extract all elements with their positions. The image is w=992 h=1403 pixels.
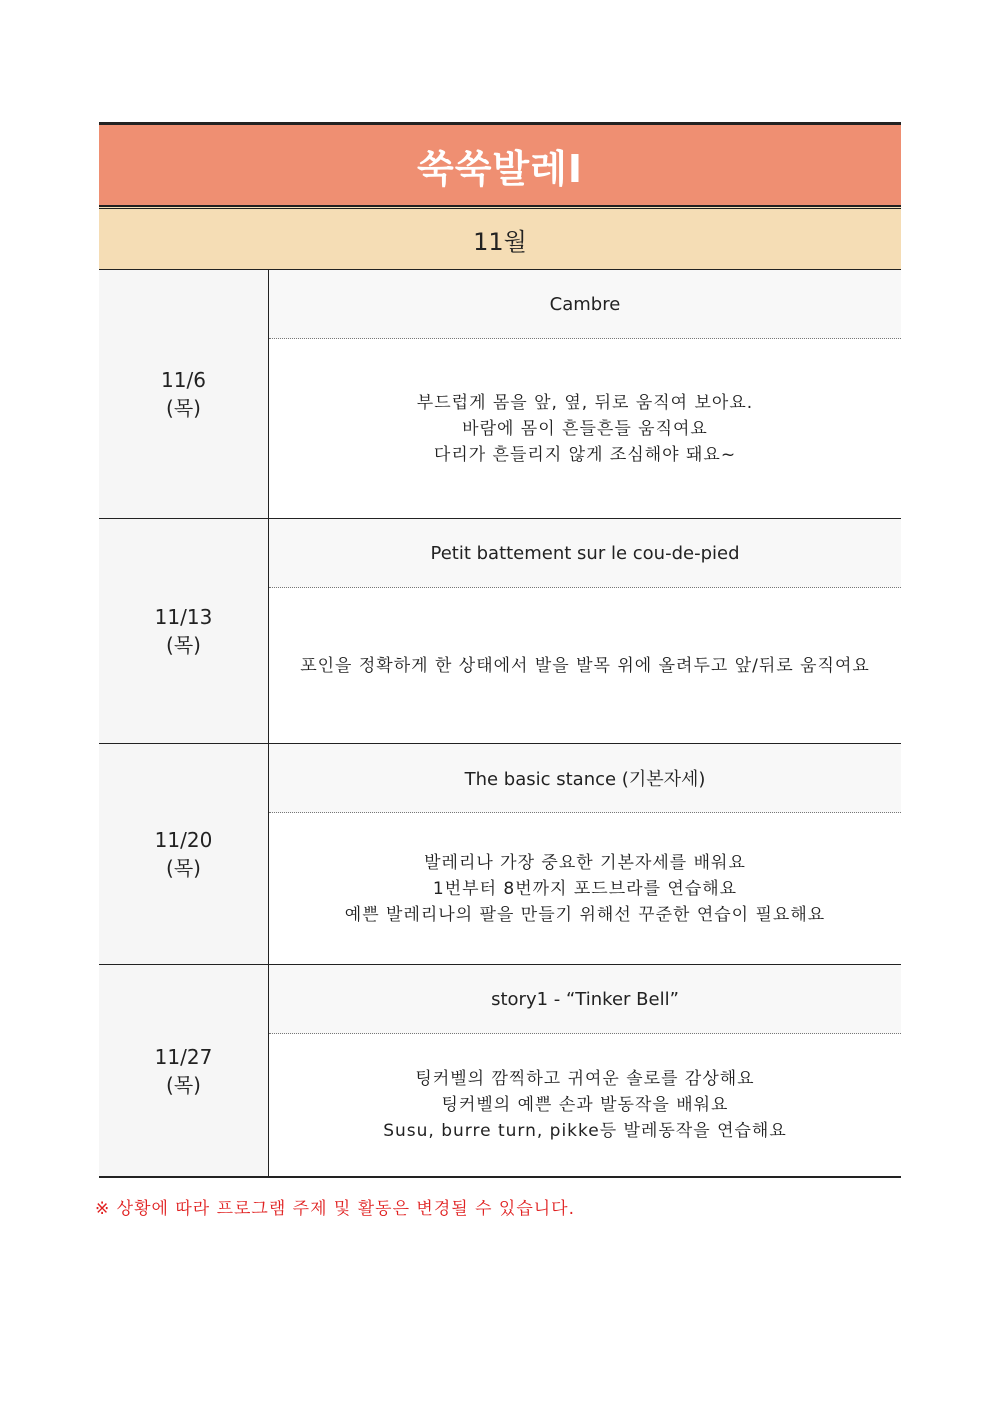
program-title: 쑥쑥발레Ⅰ <box>99 122 901 206</box>
session-date: 11/20 <box>154 828 213 852</box>
session-date-cell <box>99 965 269 1176</box>
session-row <box>99 744 901 965</box>
description-line: 1번부터 8번까지 포드브라를 연습해요 <box>432 878 738 899</box>
session-topic: The basic stance (기본자세) <box>269 744 901 813</box>
description-line: 예쁜 발레리나의 팔을 만들기 위해선 꾸준한 연습이 필요해요 <box>344 904 826 925</box>
session-description <box>269 1034 901 1176</box>
program-table <box>99 122 901 1178</box>
description-line: Susu, burre turn, pikke등 발레동작을 연습해요 <box>383 1121 787 1141</box>
description-line: 발레리나 가장 중요한 기본자세를 배워요 <box>424 852 746 873</box>
description-line: 다리가 흔들리지 않게 조심해야 돼요~ <box>433 444 737 465</box>
month-header: 11월 <box>99 206 901 270</box>
session-row <box>99 519 901 744</box>
session-content <box>269 744 901 964</box>
session-date-cell <box>99 744 269 964</box>
session-topic: story1 - “Tinker Bell” <box>269 965 901 1034</box>
description-line: 팅커벨의 깜찍하고 귀여운 솔로를 감상해요 <box>415 1069 755 1089</box>
session-date: 11/13 <box>154 605 213 629</box>
session-description <box>269 813 901 964</box>
session-description <box>269 588 901 743</box>
session-date: 11/6 <box>161 368 206 392</box>
session-date-cell <box>99 519 269 743</box>
session-description <box>269 339 901 518</box>
change-notice: ※ 상황에 따라 프로그램 주제 및 활동은 변경될 수 있습니다. <box>95 1199 575 1219</box>
session-day: (목) <box>166 856 201 880</box>
description-line: 부드럽게 몸을 앞, 옆, 뒤로 움직여 보아요. <box>416 392 754 413</box>
session-day: (목) <box>166 633 201 657</box>
session-day: (목) <box>166 1072 201 1097</box>
session-content <box>269 519 901 743</box>
session-row <box>99 965 901 1178</box>
session-day: (목) <box>166 396 201 420</box>
session-topic: Cambre <box>269 270 901 339</box>
session-content <box>269 270 901 518</box>
description-line: 바람에 몸이 흔들흔들 움직여요 <box>462 418 708 439</box>
session-date: 11/27 <box>154 1044 213 1069</box>
session-row <box>99 270 901 519</box>
description-line: 팅커벨의 예쁜 손과 발동작을 배워요 <box>441 1095 729 1115</box>
session-date-cell <box>99 270 269 518</box>
description-line: 포인을 정확하게 한 상태에서 발을 발목 위에 올려두고 앞/뒤로 움직여요 <box>300 655 870 676</box>
session-content <box>269 965 901 1176</box>
session-topic: Petit battement sur le cou-de-pied <box>269 519 901 588</box>
